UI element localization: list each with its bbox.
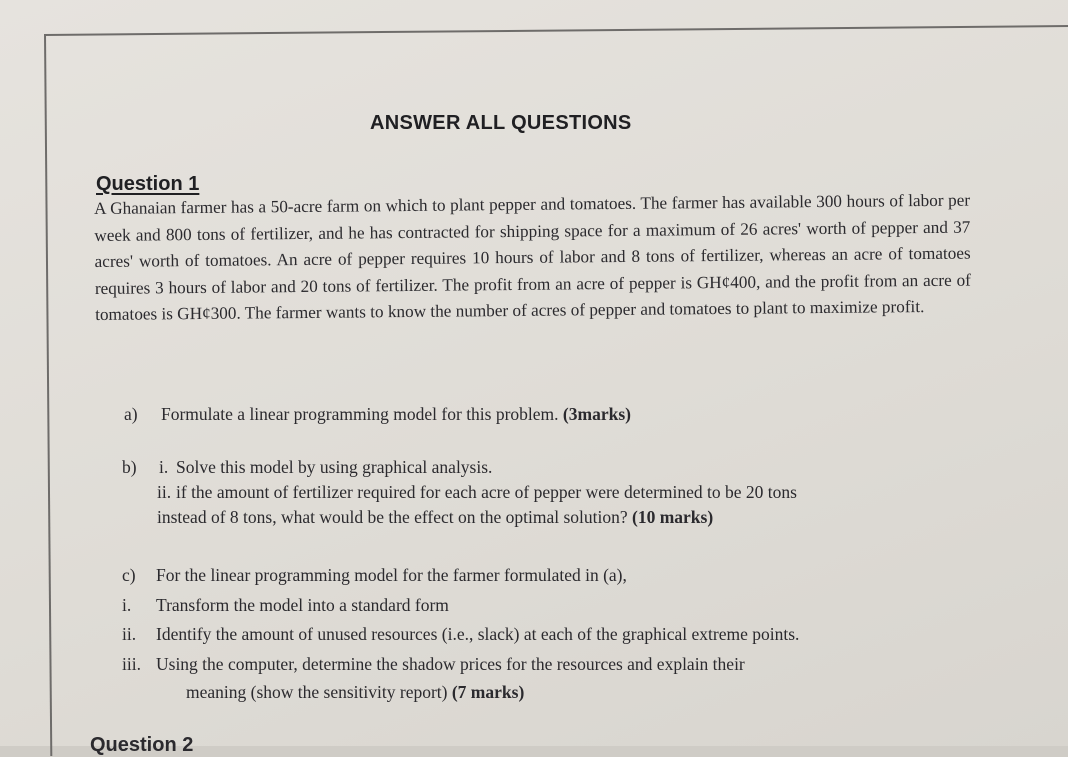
part-b-i-text: Solve this model by using graphical analysis.: [176, 457, 493, 477]
part-a-label: a): [124, 404, 138, 424]
part-c-marks: (7 marks): [451, 682, 525, 702]
page-heading: ANSWER ALL QUESTIONS: [370, 112, 632, 134]
part-a-marks: (3marks): [562, 404, 631, 424]
part-b-ii-line1: if the amount of fertilizer required for each acre of pepper were determined to be 20 tons: [176, 482, 797, 502]
part-b-i-label: i.: [159, 457, 169, 477]
part-c-ii: [122, 622, 799, 646]
part-b-ii: [157, 480, 797, 504]
part-c-label: c): [122, 565, 136, 585]
part-c-iii-label: iii.: [122, 654, 141, 674]
part-c-iii-line2: meaning (show the sensitivity report): [186, 682, 448, 702]
part-c-i-text: Transform the model into a standard form: [156, 595, 449, 615]
part-c: [122, 563, 627, 587]
part-c-iii-cont: [186, 680, 524, 704]
part-b-i: [122, 455, 492, 479]
part-c-ii-text: Identify the amount of unused resources (i.e., slack) at each of the graphical extreme points.: [156, 624, 800, 644]
part-c-iii-line1: Using the computer, determine the shadow prices for the resources and explain their: [156, 654, 745, 674]
part-a: [124, 402, 631, 426]
part-c-i-label: i.: [122, 595, 132, 615]
part-c-ii-label: ii.: [122, 624, 137, 644]
part-a-text: Formulate a linear programming model for this problem.: [161, 404, 559, 424]
question-1-text: A Ghanaian farmer has a 50-acre farm on which to plant pepper and tomatoes. The farmer has available 300 hours of labor per week and 800 tons of fertilizer, and he has contracted for shipping space for a maximum of 26 acres' worth of pepper and 37 acres' worth of tomatoes. An acre of pepper requires 10 hours of labor and 8 tons of fertilizer, whereas an acre of tomatoes requires 3 hours of labor and 20 tons of fertilizer. The profit from an acre of pepper is GH¢400, and the profit from an acre of tomatoes is GH¢300. The farmer wants to know the number of acres of pepper and tomatoes to plant to maximize profit.: [94, 190, 971, 324]
question-2-title: Question 2: [90, 734, 194, 756]
part-b-ii-label: ii.: [157, 482, 172, 502]
part-b-ii-cont: [157, 505, 713, 529]
part-b-ii-line2: instead of 8 tons, what would be the effect on the optimal solution?: [157, 507, 628, 527]
question-1-title: Question 1: [96, 173, 200, 195]
part-c-i: [122, 593, 449, 617]
part-c-iii: [122, 652, 745, 676]
part-c-text: For the linear programming model for the farmer formulated in (a),: [156, 565, 627, 585]
part-b-label: b): [122, 457, 137, 477]
part-b-marks: (10 marks): [632, 507, 714, 527]
